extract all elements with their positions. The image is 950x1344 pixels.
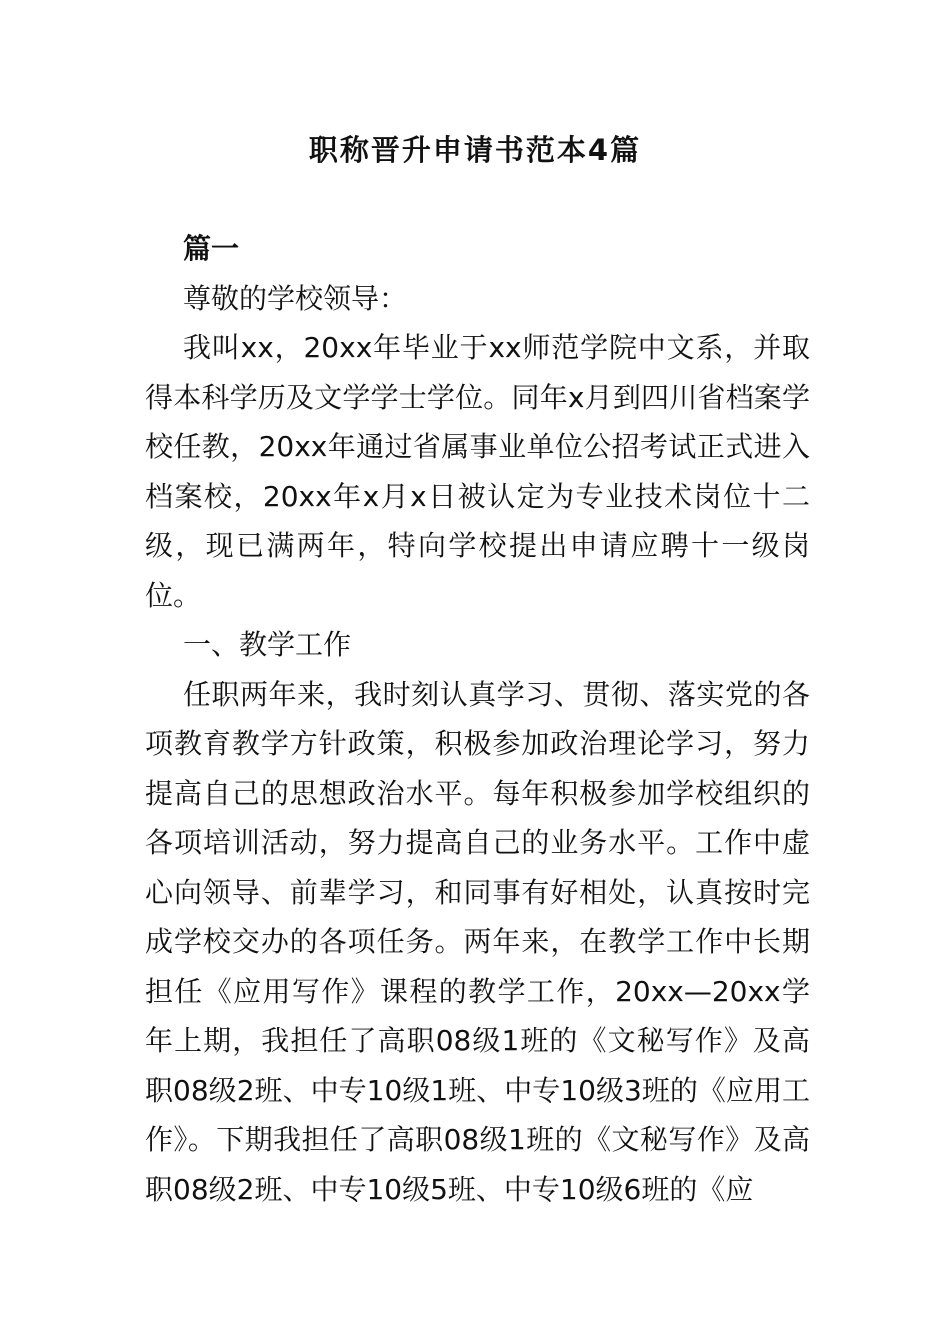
document-body — [145, 224, 810, 1214]
section-label: 篇一 — [183, 232, 240, 265]
intro-paragraph: 我叫xx，20xx年毕业于xx师范学院中文系，并取得本科学历及文学学士学位。同年x月到四川省档案学校任教，20xx年通过省属事业单位公招考试正式进入档案校，20xx年x月x日被认定为专业技术岗位十二级，现已满两年，特向学校提出申请应聘十一级岗位。 — [145, 331, 810, 612]
document-title: 职称晋升申请书范本4篇 — [308, 133, 642, 167]
teaching-paragraph: 任职两年来，我时刻认真学习、贯彻、落实党的各项教育教学方针政策，积极参加政治理论学习，努力提高自己的思想政治水平。每年积极参加学校组织的各项培训活动，努力提高自己的业务水平。工作中虚心向领导、前辈学习，和同事有好相处，认真按时完成学校交办的各项任务。两年来，在教学工作中长期担任《应用写作》课程的教学工作，20xx—20xx学年上期，我担任了高职08级1班的《文秘写作》及高职08级2班、中专10级1班、中专10级3班的《应用工作》。下期我担任了高职08级1班的《文秘写作》及高职08级2班、中专10级5班、中专10级6班的《应 — [145, 677, 810, 1206]
subheading-teaching: 一、教学工作 — [183, 628, 352, 661]
salutation: 尊敬的学校领导： — [183, 281, 408, 315]
